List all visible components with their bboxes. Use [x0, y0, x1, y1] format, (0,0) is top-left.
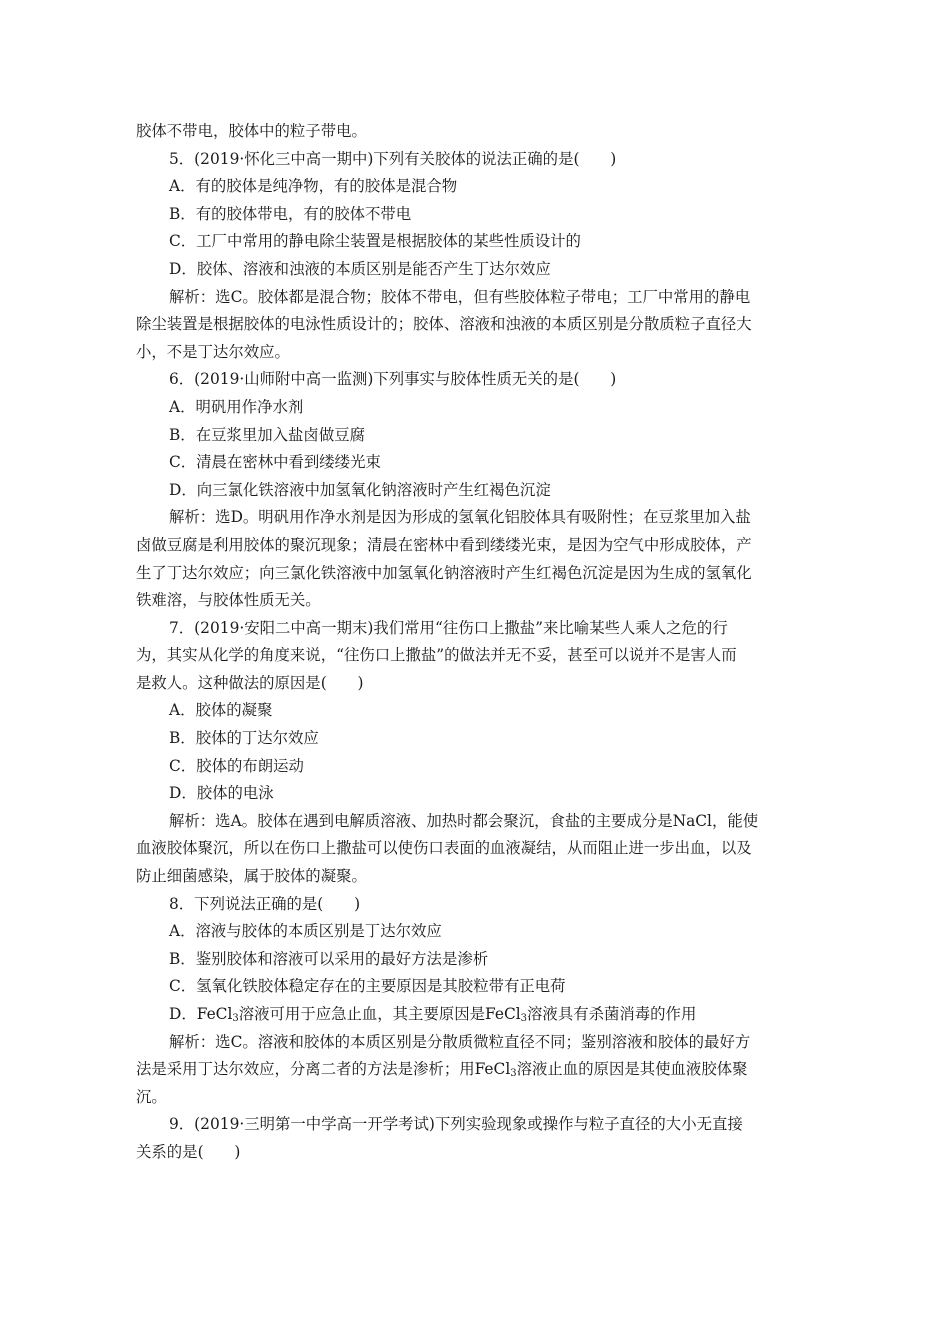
text-line: C．工厂中常用的静电除尘装置是根据胶体的某些性质设计的: [169, 232, 581, 251]
text-line: C．氢氧化铁胶体稳定存在的主要原因是其胶粒带有正电荷: [169, 977, 566, 996]
text-line: 铁难溶，与胶体性质无关。: [136, 591, 321, 610]
text-line: 9．(2019·三明第一中学高一开学考试)下列实验现象或操作与粒子直径的大小无直接: [169, 1115, 743, 1134]
text-line: B．鉴别胶体和溶液可以采用的最好方法是渗析: [169, 949, 489, 968]
text-line: [136, 1056, 816, 1084]
text-line: 生了丁达尔效应；向三氯化铁溶液中加氢氧化钠溶液时产生红褐色沉淀是因为生成的氢氧化: [136, 563, 752, 582]
text-line: 8．下列说法正确的是( ): [169, 894, 361, 913]
text-line: D．向三氯化铁溶液中加氢氧化钠溶液时产生红褐色沉淀: [169, 480, 551, 499]
text-line: 解析：选D。明矾用作净水剂是因为形成的氢氧化铝胶体具有吸附性；在豆浆里加入盐: [169, 508, 751, 527]
text-line: 6．(2019·山师附中高一监测)下列事实与胶体性质无关的是( ): [169, 370, 617, 389]
text-line: 5．(2019·怀化三中高一期中)下列有关胶体的说法正确的是( ): [169, 149, 617, 168]
text-line: 解析：选C。胶体都是混合物；胶体不带电，但有些胶体粒子带电；工厂中常用的静电: [169, 287, 751, 306]
text-line: 小，不是丁达尔效应。: [136, 342, 290, 361]
text-line: 除尘装置是根据胶体的电泳性质设计的；胶体、溶液和浊液的本质区别是分散质粒子直径大: [136, 315, 752, 334]
text-line: C．胶体的布朗运动: [169, 756, 304, 775]
text-line: 胶体不带电，胶体中的粒子带电。: [136, 122, 367, 140]
text-line: 是救人。这种做法的原因是( ): [136, 673, 364, 692]
document-body: [136, 118, 816, 1167]
subscript: 3: [520, 1013, 528, 1024]
text-line: [136, 1001, 816, 1029]
text-line: 解析：选C。溶液和胶体的本质区别是分散质微粒直径不同；鉴别溶液和胶体的最好方: [169, 1032, 751, 1051]
text-line: C．清晨在密林中看到缕缕光束: [169, 453, 381, 472]
text-line: A．有的胶体是纯净物，有的胶体是混合物: [169, 177, 458, 196]
text-line: A．胶体的凝聚: [169, 701, 273, 720]
text-line: B．有的胶体带电，有的胶体不带电: [169, 204, 412, 223]
text-line: 7．(2019·安阳二中高一期末)我们常用“往伤口上撒盐”来比喻某些人乘人之危的行: [169, 618, 728, 637]
text-line: 卤做豆腐是利用胶体的聚沉现象；清晨在密林中看到缕缕光束，是因为空气中形成胶体，产: [136, 535, 752, 554]
text-line: B．胶体的丁达尔效应: [169, 729, 319, 748]
subscript: 3: [510, 1068, 517, 1080]
text-line: 血液胶体聚沉，所以在伤口上撒盐可以使伤口表面的血液凝结，从而阻止进一步出血，以及: [136, 839, 752, 858]
text-segment: 溶液可用于应急止血，其主要原因是FeCl: [238, 1005, 521, 1023]
text-line: D．胶体的电泳: [169, 784, 274, 803]
text-segment: D．FeCl: [169, 1005, 233, 1023]
subscript: 3: [232, 1013, 239, 1024]
text-line: D．胶体、溶液和浊液的本质区别是能否产生丁达尔效应: [169, 259, 551, 278]
text-line: 沉。: [136, 1087, 167, 1106]
text-segment: 溶液止血的原因是其使血液胶体聚: [516, 1060, 748, 1079]
text-line: B．在豆浆里加入盐卤做豆腐: [169, 425, 365, 444]
text-line: 为，其实从化学的角度来说，“往伤口上撒盐”的做法并无不妥，甚至可以说并不是害人而: [136, 646, 737, 665]
text-line: A．溶液与胶体的本质区别是丁达尔效应: [169, 922, 442, 941]
text-line: A．明矾用作净水剂: [169, 397, 304, 416]
text-line: 防止细菌感染，属于胶体的凝聚。: [136, 867, 367, 886]
text-line: 关系的是( ): [136, 1142, 241, 1161]
text-segment: 溶液具有杀菌消毒的作用: [527, 1005, 697, 1023]
text-line: 解析：选A。胶体在遇到电解质溶液、加热时都会聚沉，食盐的主要成分是NaCl，能使: [169, 811, 759, 830]
text-segment: 法是采用丁达尔效应，分离二者的方法是渗析；用FeCl: [136, 1060, 511, 1079]
